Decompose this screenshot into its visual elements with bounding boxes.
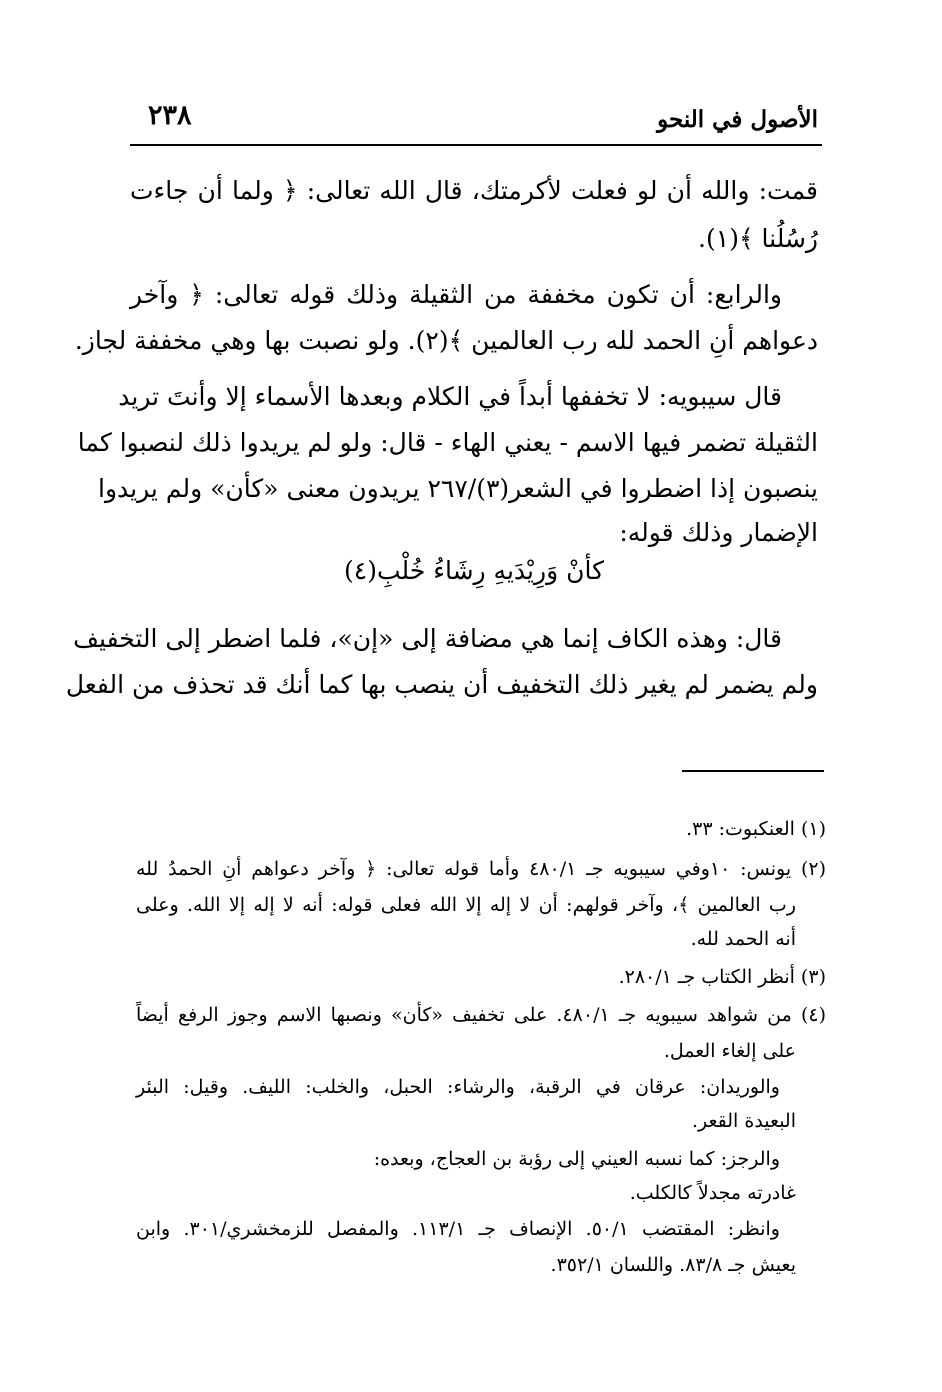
footnote-line: أنه الحمد لله. (690, 928, 796, 950)
footnote-line: والرجز: كما نسبه العيني إلى رؤبة بن العجاج، وبعده: (373, 1148, 780, 1170)
footnote-line: يعيش جـ ٨٣/٨. واللسان ٣٥٢/١. (550, 1254, 796, 1276)
footnote-line: (٢) يونس: ١٠وفي سيبويه جـ ٤٨٠/١ وأما قوله تعالى: ﴿ وآخر دعواهم أنِ الحمدُ لله (136, 858, 827, 880)
body-line: ينصبون إذا اضطروا في الشعر(٣)/٢٦٧ يريدون معنى «كأن» ولم يريدوا (98, 474, 818, 503)
body-line: الثقيلة تضمر فيها الاسم - يعني الهاء - قال: ولو لم يريدوا ذلك لنصبوا كما (77, 428, 818, 457)
footnote-line: (١) العنكبوت: ٣٣. (686, 818, 826, 840)
body-line: ولم يضمر لم يغير ذلك التخفيف أن ينصب بها كما أنك قد تحذف من الفعل (65, 670, 818, 699)
footnote-line: (٤) من شواهد سيبويه جـ ٤٨٠/١. على تخفيف «كأن» ونصبها الاسم وجوز الرفع أيضاً (136, 1004, 826, 1026)
body-line: دعواهم أنِ الحمد لله رب العالمين ﴾(٢). ولو نصبت بها وهي مخففة لجاز. (74, 326, 818, 355)
body-line: قال سيبويه: لا تخففها أبداً في الكلام وبعدها الأسماء إلا وأنتَ تريد (118, 382, 782, 411)
header-rule (130, 144, 822, 146)
footnote-line: والوريدان: عرقان في الرقبة، والرشاء: الحبل، والخلب: الليف. وقيل: البئر (136, 1076, 780, 1098)
footnote-line: رب العالمين ﴾، وآخر قولهم: أن لا إله إلا الله فعلى قوله: أنه لا إله إلا الله. وعلى (136, 894, 796, 916)
running-title: الأصول في النحو (657, 106, 818, 133)
body-line: والرابع: أن تكون مخففة من الثقيلة وذلك قوله تعالى: ﴿ وآخر (130, 280, 782, 309)
body-line: قال: وهذه الكاف إنما هي مضافة إلى «إن»، فلما اضطر إلى التخفيف (73, 624, 782, 653)
verse-line: كأنْ وَرِيْدَيهِ رِشَاءُ خُلْبِ(٤) (344, 556, 604, 585)
footnote-line: غادرته مجدلاً كالكلب. (629, 1182, 796, 1204)
body-line: قمت: والله أن لو فعلت لأكرمتك، قال الله تعالى: ﴿ ولما أن جاءت (130, 176, 818, 205)
footnote-line: وانظر: المقتضب ٥٠/١. الإنصاف جـ ١١٣/١. والمفصل للزمخشري/٣٠١. وابن (136, 1218, 780, 1240)
body-line: رُسُلُنا ﴾(١). (698, 224, 818, 253)
footnote-line: البعيدة القعر. (691, 1110, 796, 1132)
page-number: ٢٣٨ (148, 100, 192, 131)
body-line: الإضمار وذلك قوله: (619, 518, 818, 547)
footnote-line: على إلغاء العمل. (663, 1040, 796, 1062)
footnote-line: (٣) أنظر الكتاب جـ ٢٨٠/١. (618, 966, 826, 988)
footnote-rule (682, 770, 824, 772)
